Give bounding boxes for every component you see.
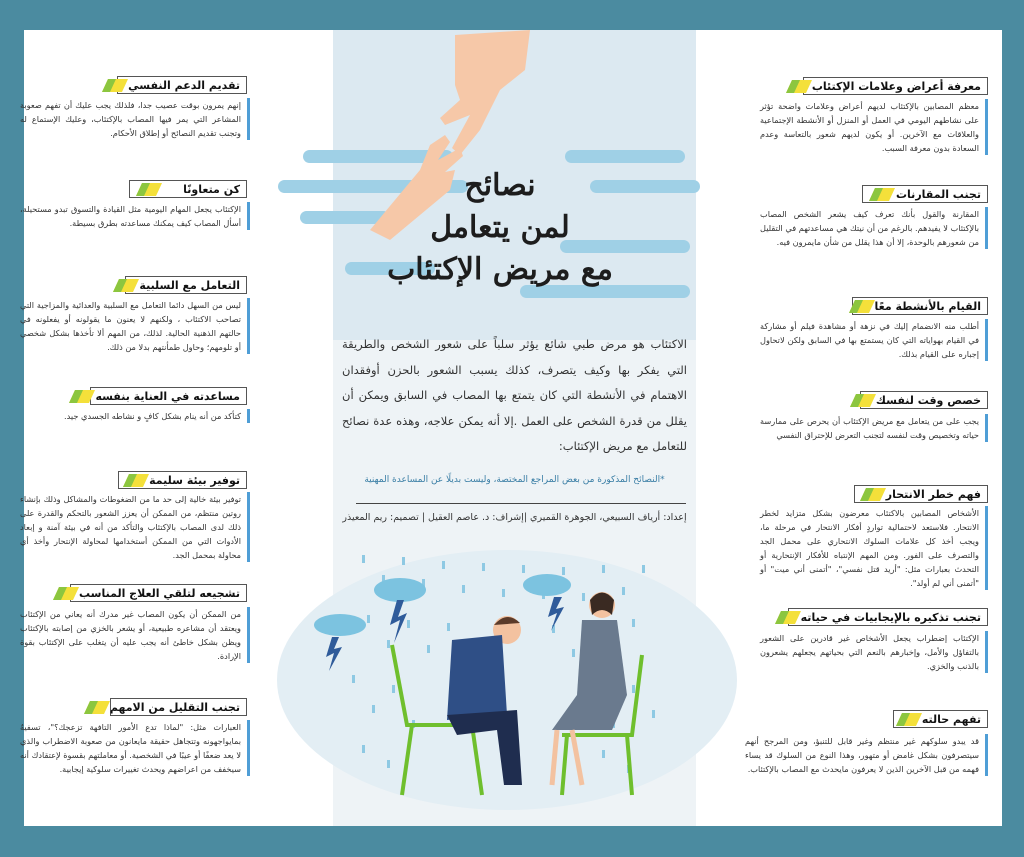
chevron-accent-icon [869, 188, 895, 201]
section-heading: كن متعاونًا [183, 182, 240, 196]
section-body: يجب على من يتعامل مع مريض الإكتئاب أن يحرص على ممارسة حياته وتخصيص وقت لنفسه لتجنب التعرض للإحتراق النفسي [760, 414, 988, 442]
section-title-minimizing [110, 698, 247, 716]
section-heading: تفهم حالته [921, 712, 981, 726]
section-heading: تجنب تذكيره بالإيجابيات في حياته [800, 610, 981, 624]
section-title-positives [788, 608, 988, 626]
chevron-accent-icon [849, 300, 875, 313]
section-title-treatment [70, 584, 247, 602]
section-title-suicide-risk [854, 485, 988, 503]
section-body: إنهم يمرون بوقت عصيب جدا، فلذلك يجب عليك أن تفهم صعوبة المشاعر التي يمر فيها المصاب بالإكتئاب، وعليك الإستماع له وتجنب تقديم النصائح أو إطلاق الأحكام. [20, 98, 250, 140]
chevron-accent-icon [69, 390, 95, 403]
chevron-accent-icon [786, 80, 812, 93]
section-title-symptoms [803, 77, 988, 95]
chevron-accent-icon [113, 279, 139, 292]
section-heading: فهم خطر الانتحار [885, 487, 981, 501]
chevron-accent-icon [53, 587, 79, 600]
section-body: المقارنة والقول بأنك تعرف كيف يشعر الشخص المصاب بالإكتئاب لا يفيدهم. بالرغم من أن نيتك هي مساعدتهم في التقليل من شعورهم بالوحدة، إلا أن هذا يقلل من شأن مايمرون فيه. [760, 207, 988, 249]
title-line-3: مع مريض الإكتئاب [387, 252, 613, 287]
title-line-1: نصائح [464, 168, 536, 203]
cloud-strip [565, 150, 685, 163]
section-body: من الممكن أن يكون المصاب غير مدرك أنه يعاني من الإكتئاب ويعتقد أن مشاعره طبيعية، أو يشعر بالخزي من إصابته بالإكتئاب ويظن بشكل خاطئ أنه يجب عليه أن يتغلب على الإكتئاب بقوة الإرادة. [20, 607, 250, 663]
section-title-safe-environment [118, 471, 247, 489]
section-body: الأشخاص المصابين بالاكتئاب معرضون بشكل متزايد لخطر الانتحار. فلاستعد لاحتمالية تواردٍ أفكار الانتحار في مرحلة ما، ويجب أخذ كل علامات السلوك الانتحاري على محمل الجد والتصرف على الفور. ومن المهم الإنتباه للأفكار الإنتحارية أو التحدث بعبارات مثل: "أريد قتل نفسي"، "أتمنى أني ميت" أو "أتمنى أني لم أولد". [760, 506, 988, 590]
section-title-understand [893, 710, 988, 728]
chevron-accent-icon [775, 611, 801, 624]
disclaimer-note: *النصائح المذكورة من بعض المراجع المختصة، وليست بديلًا عن المساعدة المهنية [364, 475, 665, 485]
section-heading: التعامل مع السلبية [139, 278, 240, 292]
section-heading: تقديم الدعم النفسي [128, 78, 240, 92]
chevron-accent-icon [850, 394, 876, 407]
divider [356, 503, 686, 504]
section-body: كتأكد من أنه ينام بشكل كافٍ و نشاطه الجسدي جيد. [20, 409, 250, 423]
chevron-accent-icon [136, 183, 162, 196]
section-heading: معرفة أعراض وعلامات الإكتئاب [811, 79, 981, 93]
main-title [350, 165, 650, 291]
chevron-accent-icon [896, 713, 922, 726]
chevron-accent-icon [102, 79, 128, 92]
section-title-negativity [125, 276, 247, 294]
section-body: الإكتئاب يجعل المهام اليومية مثل القيادة والتسوق تبدو مستحيلة، أسأل المصاب كيف يمكنك مساعدته بطرق بسيطة. [20, 202, 250, 230]
chevron-accent-icon [123, 474, 149, 487]
therapy-illustration [272, 545, 742, 815]
section-heading: مساعدته في العناية بنفسه [95, 389, 240, 403]
section-heading: خصص وقت لنفسك [875, 393, 981, 407]
section-heading: القيام بالأنشطة معًا [874, 299, 981, 313]
section-body: الإكتئاب إضطراب يجعل الأشخاص غير قادرين على الشعور بالتفاؤل والأمل، وإخبارهم بالنعم التي بحياتهم يجعلهم يشعرون بالذنب والخزي. [760, 631, 988, 673]
section-title-self-care [90, 387, 247, 405]
section-title-self-time [860, 391, 988, 409]
credits: إعداد: أرياف السبيعي، الجوهرة القميري |إشراف: د. عاصم العقيل | تصميم: ريم المعيذر [342, 512, 687, 523]
section-title-activities [852, 297, 988, 315]
section-body: توفير بيئة خالية إلى حد ما من الضغوطات والمشاكل وذلك بإنشاء روتين منتظم، من الممكن أن يعزز الشعور بالتحكم والقدرة على ذلك لدى المصاب بالإكتئاب والتأكد من أنه في بيئة آمنة و إبعاد الأدوات التي من الممكن أستخدامها لمحاولة الإنتحار وأخذ أي محاولة بمحمل الجد. [20, 492, 250, 562]
title-line-2: لمن يتعامل [430, 210, 570, 245]
section-heading: تشجيعه لتلقي العلاج المناسب [78, 586, 240, 600]
section-body: ليس من السهل دائما التعامل مع السلبية والعدائية والمزاجية التي تصاحب الاكتئاب ، ولكنهم لا يعنون ما يقولونه أو يفعلونه في حالتهم الذهنية الحالية. لذلك، من المهم ألا تأخذها بشكل شخصي أو تلومهم؛ وحاول طمأنتهم بدلا من ذلك. [20, 298, 250, 354]
section-title-comparisons [862, 185, 988, 203]
section-title-cooperative [129, 180, 247, 198]
section-heading: تجنب التقليل من الامهم [109, 700, 240, 714]
section-body: قد يبدو سلوكهم غير منتظم وغير قابل للتنبؤ، ومن المرجح أنهم سيتصرفون بشكل غامض أو متهور، وهذا النوع من السلوك قد يساء فهمه من قبل الآخرين الذين لا يعرفون مايحدث مع المصاب بالإكتئاب. [745, 734, 988, 776]
section-body: معظم المصابين بالإكتئاب لديهم أعراض وعلامات واضحة تؤثر على نشاطهم اليومي في العمل أو المنزل أو الأنشطة الإجتماعية والعلاقات مع الآخرين. أو يكون لديهم شعور بالتعاسة وعدم السعادة بدون معرفة السبب. [760, 99, 988, 155]
section-heading: تجنب المقارنات [896, 187, 981, 201]
section-body: أطلب منه الانضمام إليك في نزهة أو مشاهدة فيلم أو مشاركة في القيام بهواياته التي كان يستمتع بها في السابق ولكن لاتحاول إجباره على القيام بذلك. [760, 319, 988, 361]
intro-paragraph: الاكتئاب هو مرض طبي شائع يؤثر سلباً على شعور الشخص والطريقة التي يفكر بها وكيف يتصرف، كذلك يسبب الشعور بالحزن أوفقدان الاهتمام في الأنشطة التي كان يتمتع بها المصاب في السابق ويمكن أن يقلل من قدرة الشخص على العمل .إلا أنه يمكن علاجه، وهذه عدة نصائح للتعامل مع مريض الإكتئاب: [342, 337, 687, 453]
chevron-accent-icon [84, 701, 110, 714]
section-body: العبارات مثل: "لماذا تدع الأمور التافهة تزعجك؟"، تسفيهٌ بمايواجهونه وتتجاهل حقيقة مايعانون من صعوبة الاضطراب والذي لا يعد ضعفًا أو عيبًا في الشخصية. أو معاملتهم بقسوة لإعتقادك أنه سيخفف من اعراضهم ويحدث تغييرات سلوكية إيجابية. [20, 720, 250, 776]
section-heading: توفير بيئة سليمة [149, 473, 240, 487]
section-title-psych-support [117, 76, 247, 94]
chevron-accent-icon [860, 488, 886, 501]
